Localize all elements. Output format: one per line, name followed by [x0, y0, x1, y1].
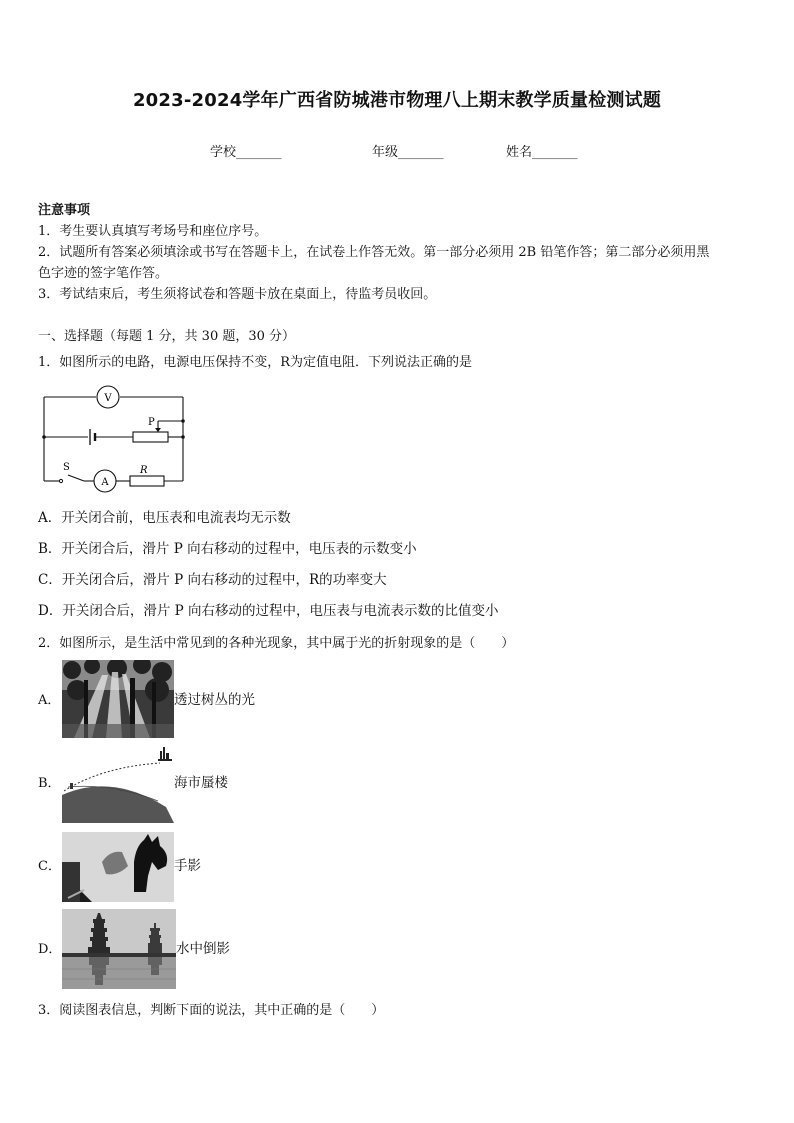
notice-heading: 注意事项 — [38, 203, 91, 218]
notice-item: 2．试题所有答案必须填涂或书写在答题卡上，在试卷上作答无效。第一部分必须用 2B 铅笔作答；第二部分必须用黑 — [38, 245, 710, 260]
page-title: 2023-2024学年广西省防城港市物理八上期末教学质量检测试题 — [132, 90, 662, 111]
question-1-option-c: C．开关闭合后，滑片 P 向右移动的过程中，R的功率变大 — [38, 572, 387, 588]
question-2-option-b-caption: 海市蜃楼 — [174, 775, 228, 791]
grade-label: 年级 — [372, 145, 399, 160]
grade-field — [372, 141, 444, 160]
notice-item: 色字迹的签字笔作答。 — [38, 266, 169, 281]
grade-blank: _______ — [398, 145, 444, 160]
switch-label: S — [63, 462, 70, 473]
trees-light-photo — [62, 660, 174, 738]
question-2-option-a-caption: 透过树丛的光 — [174, 692, 255, 708]
school-field — [210, 141, 282, 160]
question-2-option-d-caption: 水中倒影 — [176, 941, 230, 957]
notice-item: 1．考生要认真填写考场号和座位序号。 — [38, 224, 268, 239]
mirage-diagram — [62, 745, 174, 823]
question-1-option-b: B．开关闭合后，滑片 P 向右移动的过程中，电压表的示数变小 — [38, 541, 417, 557]
question-2-stem: 2．如图所示，是生活中常见到的各种光现象，其中属于光的折射现象的是（ ） — [38, 636, 515, 651]
question-1-option-d: D．开关闭合后，滑片 P 向右移动的过程中，电压表与电流表示数的比值变小 — [38, 603, 499, 619]
name-label: 姓名 — [506, 145, 533, 160]
question-2-option-c-letter: C． — [38, 859, 61, 874]
question-1-stem: 1．如图所示的电路，电源电压保持不变，R为定值电阻．下列说法正确的是 — [38, 355, 473, 370]
hand-shadow-photo — [62, 832, 174, 902]
school-blank: _______ — [236, 145, 282, 160]
question-3-stem: 3．阅读图表信息，判断下面的说法，其中正确的是（ ） — [38, 1003, 385, 1018]
ammeter-label: A — [101, 477, 109, 488]
slider-label: P — [148, 417, 155, 428]
section-heading: 一、选择题（每题 1 分，共 30 题，30 分） — [38, 329, 296, 344]
notice-item: 3．考试结束后，考生须将试卷和答题卡放在桌面上，待监考员收回。 — [38, 287, 437, 302]
question-2-option-d-letter: D． — [38, 942, 62, 957]
question-2-option-a-letter: A． — [38, 693, 61, 708]
resistor-label: R — [140, 465, 148, 476]
school-label: 学校 — [210, 145, 237, 160]
name-blank: _______ — [532, 145, 578, 160]
pagoda-reflection-photo — [62, 909, 176, 989]
voltmeter-label: V — [104, 393, 112, 404]
question-2-option-b-letter: B． — [38, 776, 61, 791]
circuit-diagram — [38, 385, 194, 495]
name-field — [506, 141, 578, 160]
question-1-option-a: A．开关闭合前，电压表和电流表均无示数 — [38, 510, 291, 526]
question-2-option-c-caption: 手影 — [174, 858, 201, 874]
